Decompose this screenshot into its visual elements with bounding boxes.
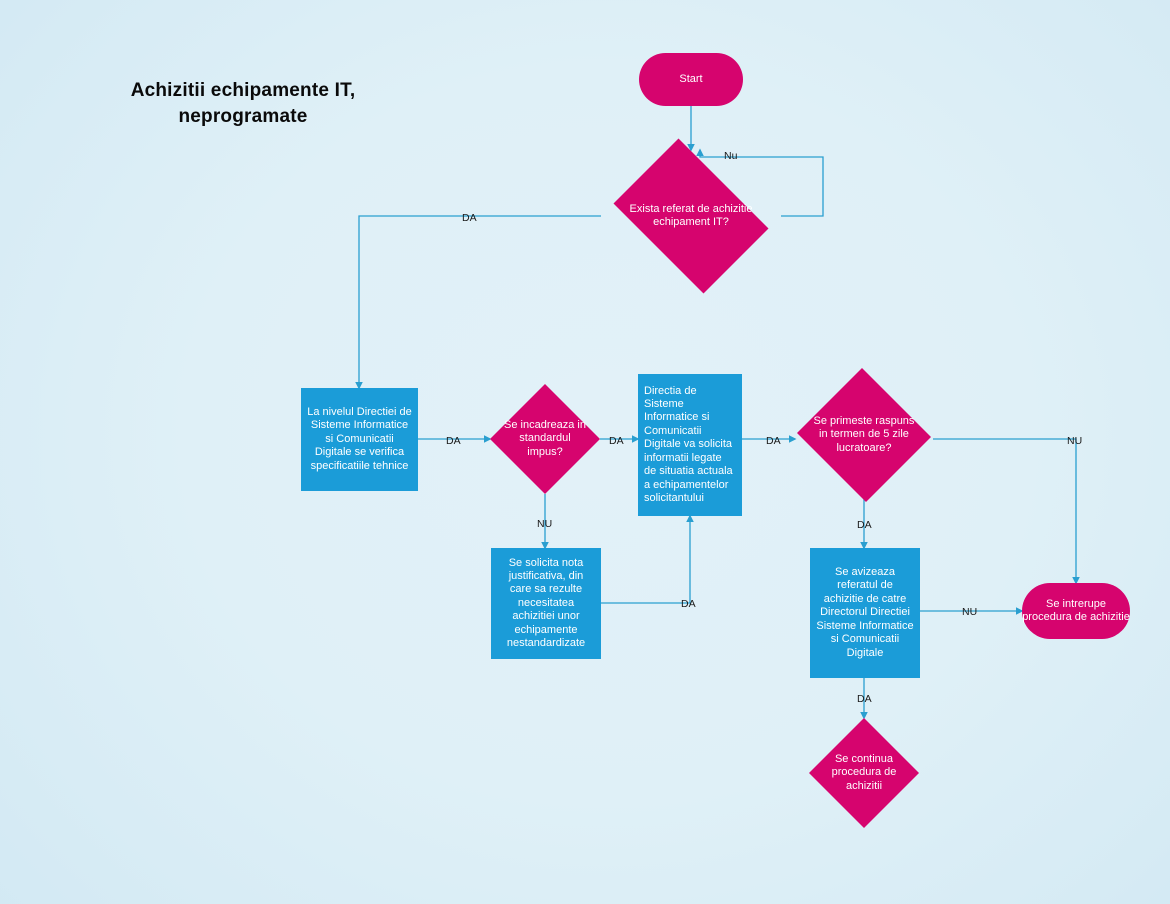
edge-label-exista-da: DA [462,212,477,224]
node-nota-justificativa-label: Se solicita nota justificativa, din care sa rezulte necesitatea achizitiei unor echipamente nestandardizate [506,556,586,650]
node-se-avizeaza[interactable] [810,548,920,678]
edge-label-standard-nu: NU [537,518,553,530]
node-start[interactable] [639,53,743,106]
edge-raspuns-nu-to-intrerupe [933,439,1076,583]
edge-label-nota-da: DA [681,598,696,610]
edge-label-verifica-da: DA [446,435,461,447]
edge-label-avizeaza-da: DA [857,693,872,705]
node-start-label: Start [679,72,703,85]
page-title [88,78,398,129]
node-se-continua-label: Se continua procedura de achizitii [831,752,897,792]
node-nota-justificativa[interactable] [491,548,601,659]
edge-label-standard-da: DA [609,435,624,447]
node-se-continua-label-wrap [809,718,919,828]
page-title-line2: neprogramate [178,105,308,127]
edge-label-avizeaza-nu: NU [962,606,978,618]
node-verifica-specificatii-label: La nivelul Directiei de Sisteme Informatice si Comunicatii Digitale se verifica specificatiile tehnice [307,405,412,472]
page-title-line1: Achizitii echipamente IT, [130,80,356,101]
edge-label-raspuns-da: DA [857,519,872,531]
node-se-intrerupe[interactable] [1022,583,1130,639]
node-se-incadreaza-label: Se incadreaza in standardul impus? [504,418,586,458]
node-se-incadreaza[interactable] [490,384,600,494]
node-se-primeste-raspuns-label: Se primeste raspuns in termen de 5 zile lucratoare? [813,414,915,454]
node-se-primeste-raspuns[interactable] [795,370,933,500]
node-se-avizeaza-label: Se avizeaza referatul de achizitie de catre Directorul Directiei Sisteme Informatice si Comunicatii Digitale [816,566,914,659]
edge-label-exista-nu: Nu [724,150,738,162]
edge-exista-da-to-verifica [359,216,601,388]
node-solicita-informatii[interactable] [638,374,742,516]
node-verifica-specificatii[interactable] [301,388,418,491]
node-se-continua[interactable] [809,718,919,828]
edge-label-solicita-da: DA [766,435,781,447]
node-exista-referat-label-wrap [601,151,781,281]
node-exista-referat[interactable] [601,151,781,281]
edge-label-raspuns-nu: NU [1067,435,1083,447]
edge-nota-da-to-solicita [601,516,690,603]
node-se-primeste-raspuns-label-wrap [795,370,933,500]
node-se-incadreaza-label-wrap [490,384,600,494]
node-se-intrerupe-label: Se intrerupe procedura de achizitie [1022,597,1130,623]
node-exista-referat-label: Exista referat de achizitie echipament IT? [629,202,753,228]
node-solicita-informatii-label: Directia de Sisteme Informatice si Comunicatii Digitale va solicita informatii legate de situatia actuala a echipamentelor solicitantului [644,384,733,504]
